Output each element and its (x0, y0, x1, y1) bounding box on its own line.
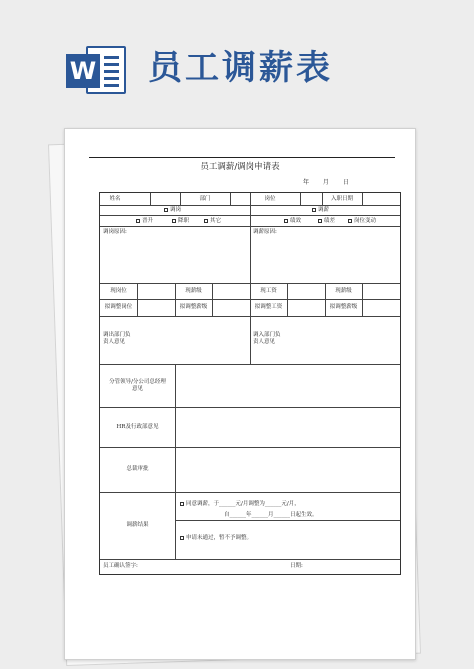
result-rejected[interactable]: 申请未通过，暂不予调整。 (180, 535, 252, 542)
checkbox-demotion[interactable]: 降职 (172, 218, 189, 225)
label-proposed-grade-2: 拟调整薪级 (329, 304, 358, 310)
checkbox-poor-performance[interactable]: 绩差 (318, 218, 335, 225)
application-form-table (99, 192, 401, 575)
label-current-salary: 现工资 (260, 288, 277, 294)
document-page (64, 128, 416, 660)
label-proposed-salary: 拟调整工资 (254, 304, 283, 310)
result-effective-date: 自______年______月______日起生效。 (224, 512, 318, 518)
signature-date-label: 日期: (290, 563, 303, 569)
in-dept-opinion-label: 调入部门负 责人意见 (253, 332, 281, 345)
checkbox-promotion[interactable]: 晋升 (136, 218, 153, 225)
checkbox-icon (180, 502, 184, 506)
label-name: 姓名 (109, 196, 121, 202)
checkbox-icon (348, 219, 352, 223)
employee-signature-label: 员工确认签字: (103, 563, 138, 569)
label-position: 岗位 (264, 196, 276, 202)
hr-opinion-label: HR及行政部意见 (116, 424, 159, 430)
checkbox-icon (164, 208, 168, 212)
banner-title: 员工调薪表 (148, 48, 333, 88)
ceo-approval-label: 总裁审批 (126, 466, 149, 472)
checkbox-salary[interactable]: 调薪 (312, 207, 329, 214)
checkbox-position-change[interactable]: 岗位变动 (348, 218, 376, 225)
label-current-grade-2: 现薪级 (335, 288, 352, 294)
label-department: 部门 (199, 196, 211, 202)
checkbox-icon (204, 219, 208, 223)
date-line: 年 月 日 (303, 179, 349, 186)
checkbox-icon (318, 219, 322, 223)
checkbox-icon (172, 219, 176, 223)
label-proposed-grade: 拟调整薪级 (179, 304, 208, 310)
label-current-grade: 现薪级 (185, 288, 202, 294)
transfer-reason-label: 调岗原因: (103, 229, 127, 235)
out-dept-opinion-label: 调出部门负 责人意见 (103, 332, 131, 345)
checkbox-icon (136, 219, 140, 223)
manager-opinion-label: 分管领导/分公司总经理 意见 (109, 379, 166, 392)
top-rule (89, 157, 395, 158)
checkbox-icon (180, 536, 184, 540)
checkbox-performance[interactable]: 绩效 (284, 218, 301, 225)
header-banner (0, 0, 474, 110)
label-proposed-position: 拟调整岗位 (104, 304, 133, 310)
label-current-position: 现岗位 (110, 288, 127, 294)
checkbox-icon (312, 208, 316, 212)
word-logo-letter: W (66, 54, 100, 88)
checkbox-transfer[interactable]: 调岗 (164, 207, 181, 214)
label-hire-date: 入职日期 (330, 196, 353, 202)
salary-reason-label: 调薪原因: (253, 229, 277, 235)
form-title: 员工调薪/调岗申请表 (200, 162, 280, 172)
checkbox-other[interactable]: 其它 (204, 218, 221, 225)
checkbox-icon (284, 219, 288, 223)
word-icon (66, 42, 130, 98)
result-label: 调薪结果 (126, 522, 149, 528)
result-approved[interactable]: 同意调薪，于______元/月调整为______元/月， (180, 501, 300, 508)
